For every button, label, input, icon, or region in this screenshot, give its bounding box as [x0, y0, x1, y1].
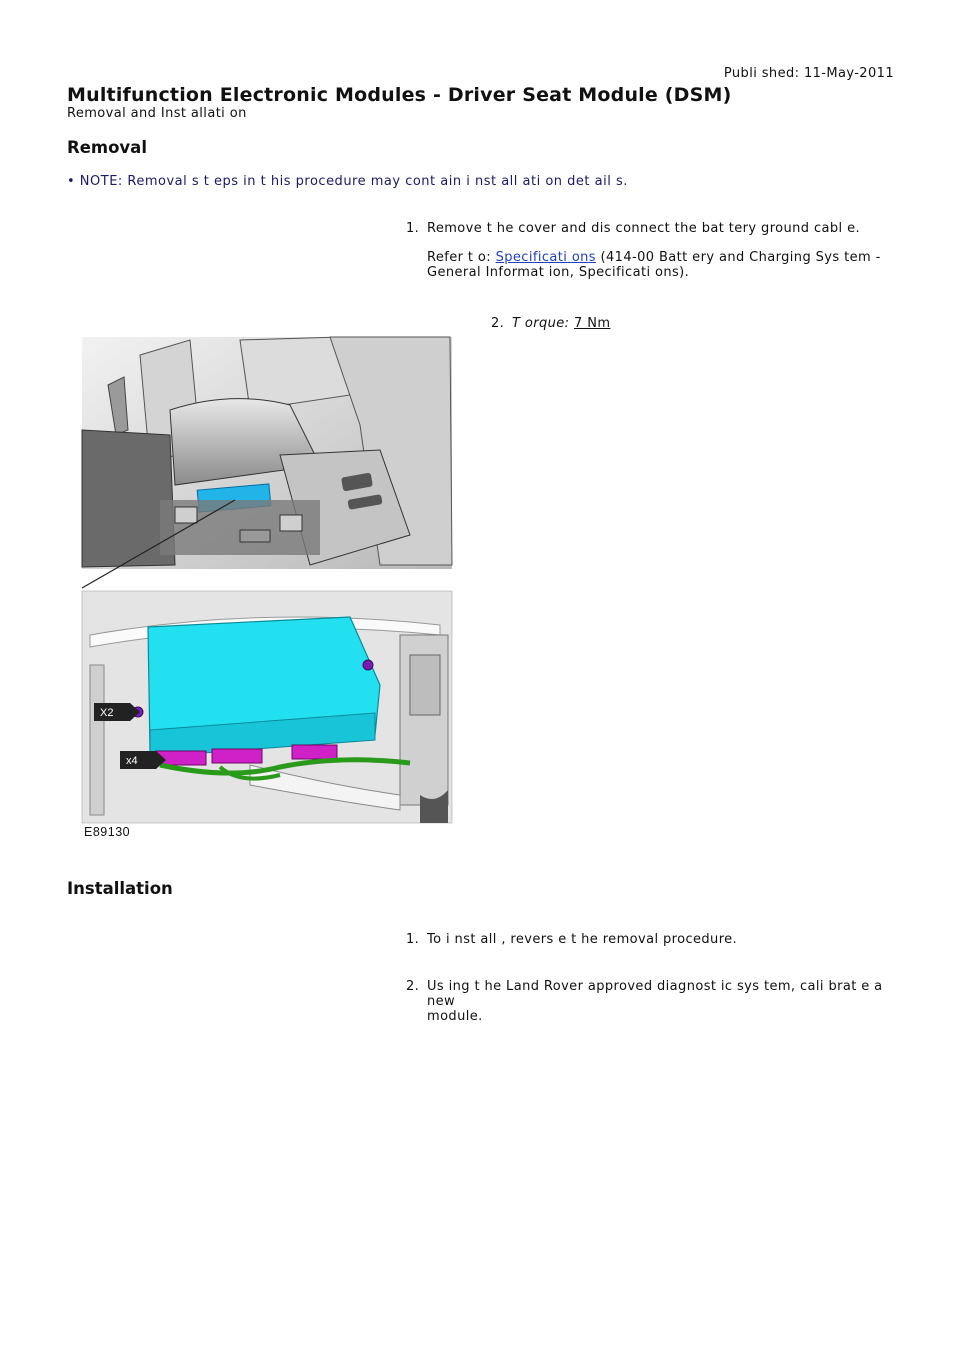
step-number: 1. — [406, 221, 420, 236]
figure-label: E89130 — [84, 825, 131, 839]
module-detail-panel — [82, 591, 452, 823]
step-text: Remove t he cover and dis connect the bat tery ground cabl e. — [427, 221, 861, 236]
mounting-stud — [363, 660, 373, 670]
page-title: Multifunction Electronic Modules - Driver Seat Module (DSM) — [67, 84, 732, 106]
removal-step-1 — [406, 221, 897, 280]
seat-overview-panel — [82, 337, 452, 569]
connector — [212, 749, 262, 763]
callout-x4-text: x4 — [126, 755, 138, 767]
refer-suffix-line-2: General Informat ion, Specificati ons). — [427, 265, 690, 280]
refer-prefix: Refer t o: — [427, 250, 496, 265]
step-number: 2. — [406, 979, 420, 994]
installation-step-2 — [406, 979, 897, 1024]
step-number: 2. — [491, 316, 505, 331]
step-text: To i nst all , revers e t he removal procedure. — [427, 932, 738, 947]
connector — [292, 745, 337, 759]
step-number: 1. — [406, 932, 420, 947]
published-date: Publi shed: 11-May-2011 — [723, 66, 894, 81]
step-reference — [427, 250, 897, 280]
torque-label: T orque: — [512, 316, 570, 331]
torque-value: 7 Nm — [574, 316, 611, 331]
callout-x2-text: X2 — [100, 707, 114, 719]
specifications-link[interactable]: Specificati ons — [495, 250, 596, 265]
refer-suffix: (414-00 Batt ery and Charging Sys tem - — [595, 250, 881, 265]
page-subtitle: Removal and Inst allati on — [67, 106, 247, 121]
removal-heading: Removal — [67, 138, 147, 157]
removal-step-2 — [491, 316, 611, 331]
removal-note: • NOTE: Removal s t eps in t his procedure may cont ain i nst all ati on det ail s. — [67, 174, 628, 189]
step-text: Us ing t he Land Rover approved diagnost ic sys tem, cali brat e a new — [427, 979, 883, 1009]
driver-seat-module-illustration — [80, 335, 456, 845]
installation-step-1 — [406, 932, 897, 947]
installation-heading: Installation — [67, 879, 173, 898]
step-text-line-2: module. — [427, 1009, 483, 1024]
